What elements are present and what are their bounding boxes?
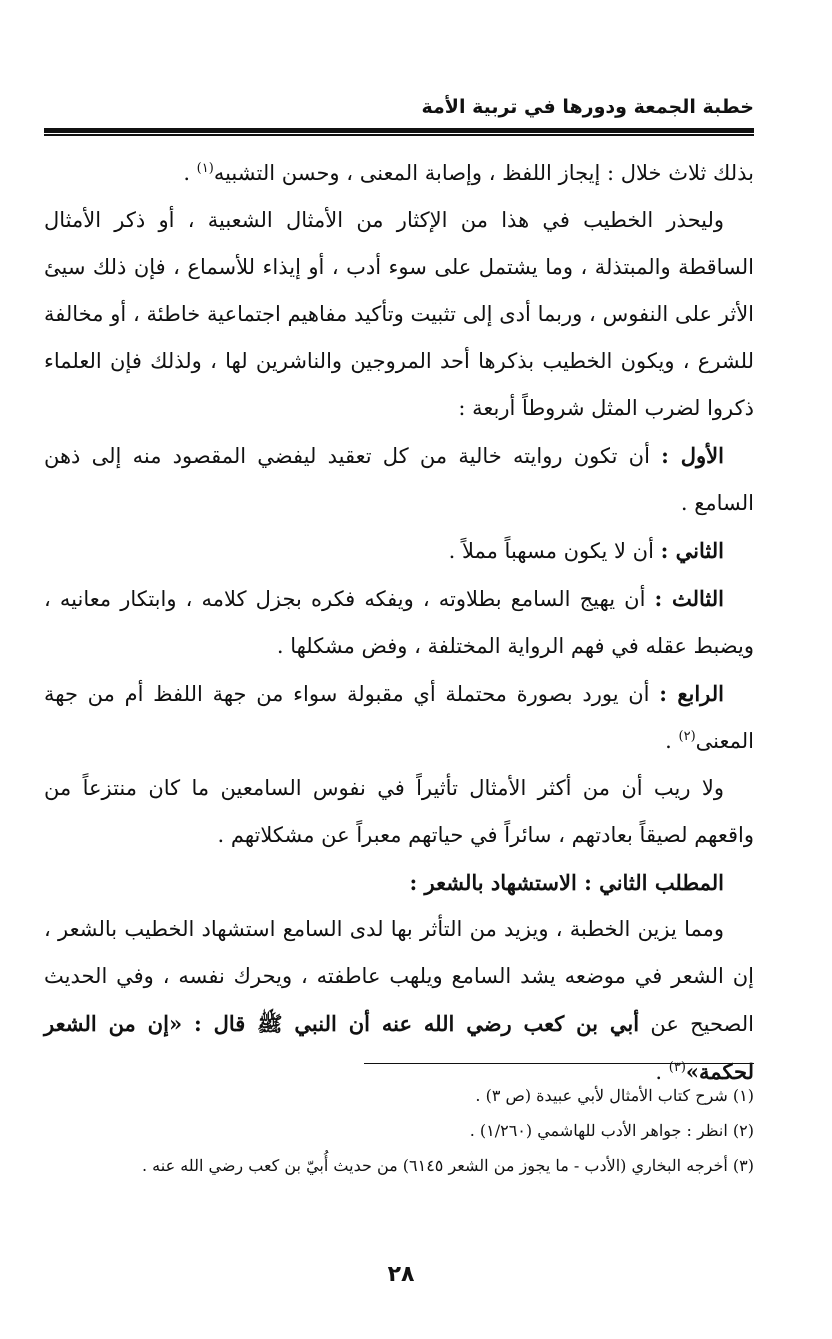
condition-4 — [44, 670, 754, 765]
condition-4-end: . — [665, 729, 679, 753]
running-title: خطبة الجمعة ودورها في تربية الأمة — [421, 96, 754, 118]
footnote-separator — [364, 1063, 754, 1064]
condition-2-label: الثاني : — [660, 538, 724, 563]
footnote-1: (١) شرح كتاب الأمثال لأبي عبيدة (ص ٣) . — [475, 1086, 754, 1105]
condition-3-label: الثالث : — [654, 586, 724, 611]
paragraph-1 — [44, 150, 754, 197]
footnote-ref-2: (٢) — [678, 729, 696, 744]
header-rule — [44, 128, 754, 136]
condition-1-text: أن تكون روايته خالية من كل تعقيد ليفضي المقصود منه إلى ذهن السامع . — [44, 444, 754, 515]
condition-1 — [44, 432, 754, 527]
condition-3-text: أن يهيج السامع بطلاوته ، ويفكه فكره بجزل كلامه ، وابتكار معانيه ، ويضبط عقله في فهم الرواية المختلفة ، وفض مشكلها . — [44, 587, 754, 658]
footnote-ref-3: (٣) — [668, 1060, 686, 1075]
condition-1-label: الأول : — [661, 443, 724, 468]
paragraph-4 — [44, 906, 754, 1096]
paragraph-1-text: بذلك ثلاث خلال : إيجاز اللفظ ، وإصابة المعنى ، وحسن التشبيه — [213, 161, 754, 185]
condition-2-text: أن لا يكون مسهباً مملاً . — [448, 539, 661, 563]
paragraph-4-text: ومما يزين الخطبة ، ويزيد من التأثر بها لدى السامع استشهاد الخطيب بالشعر ، إن الشعر في موضعه يشد السامع ويلهب عاطفته ، ويحرك نفسه ، وفي الحديث الصحيح عن — [44, 917, 754, 1036]
footnote-ref-1: (١) — [196, 161, 214, 176]
paragraph-4-end: . — [655, 1060, 669, 1084]
condition-4-text: أن يورد بصورة محتملة أي مقبولة سواء من جهة اللفظ أم من جهة المعنى — [44, 682, 754, 753]
footnote-2: (٢) انظر : جواهر الأدب للهاشمي (١/٢٦٠) . — [469, 1121, 754, 1140]
condition-2 — [44, 527, 754, 575]
condition-3 — [44, 575, 754, 670]
page-number: ٢٨ — [387, 1262, 415, 1287]
condition-4-label: الرابع : — [659, 681, 724, 706]
paragraph-3: ولا ريب أن من أكثر الأمثال تأثيراً في نفوس السامعين ما كان منتزعاً من واقعهم لصيقاً بعادتهم ، سائراً في حياتهم معبراً عن مشكلاتهم . — [44, 776, 754, 847]
footnotes — [44, 1078, 754, 1183]
hadith-quote: أبي بن كعب رضي الله عنه أن النبي ﷺ قال : «إن من الشعر لحكمة» — [44, 1011, 754, 1084]
section-heading: المطلب الثاني : الاستشهاد بالشعر : — [409, 870, 724, 895]
footnote-3: (٣) أخرجه البخاري (الأدب - ما يجوز من الشعر ٦١٤٥) من حديث أُبيّ بن كعب رضي الله عنه . — [142, 1156, 754, 1175]
paragraph-1-end: . — [183, 161, 197, 185]
body-text — [44, 150, 754, 1096]
paragraph-2: وليحذر الخطيب في هذا من الإكثار من الأمثال الشعبية ، أو ذكر الأمثال الساقطة والمبتذلة ، وما يشتمل على سوء أدب ، أو إيذاء للأسماع ، فإن ذلك سيئ الأثر على النفوس ، وربما أدى إلى تثبيت وتأكيد مفاهيم اجتماعية خاطئة ، أو مخالفة للشرع ، ويكون الخطيب بذكرها أحد المروجين والناشرين لها ، ولذلك فإن العلماء ذكروا لضرب المثل شروطاً أربعة : — [44, 208, 754, 420]
